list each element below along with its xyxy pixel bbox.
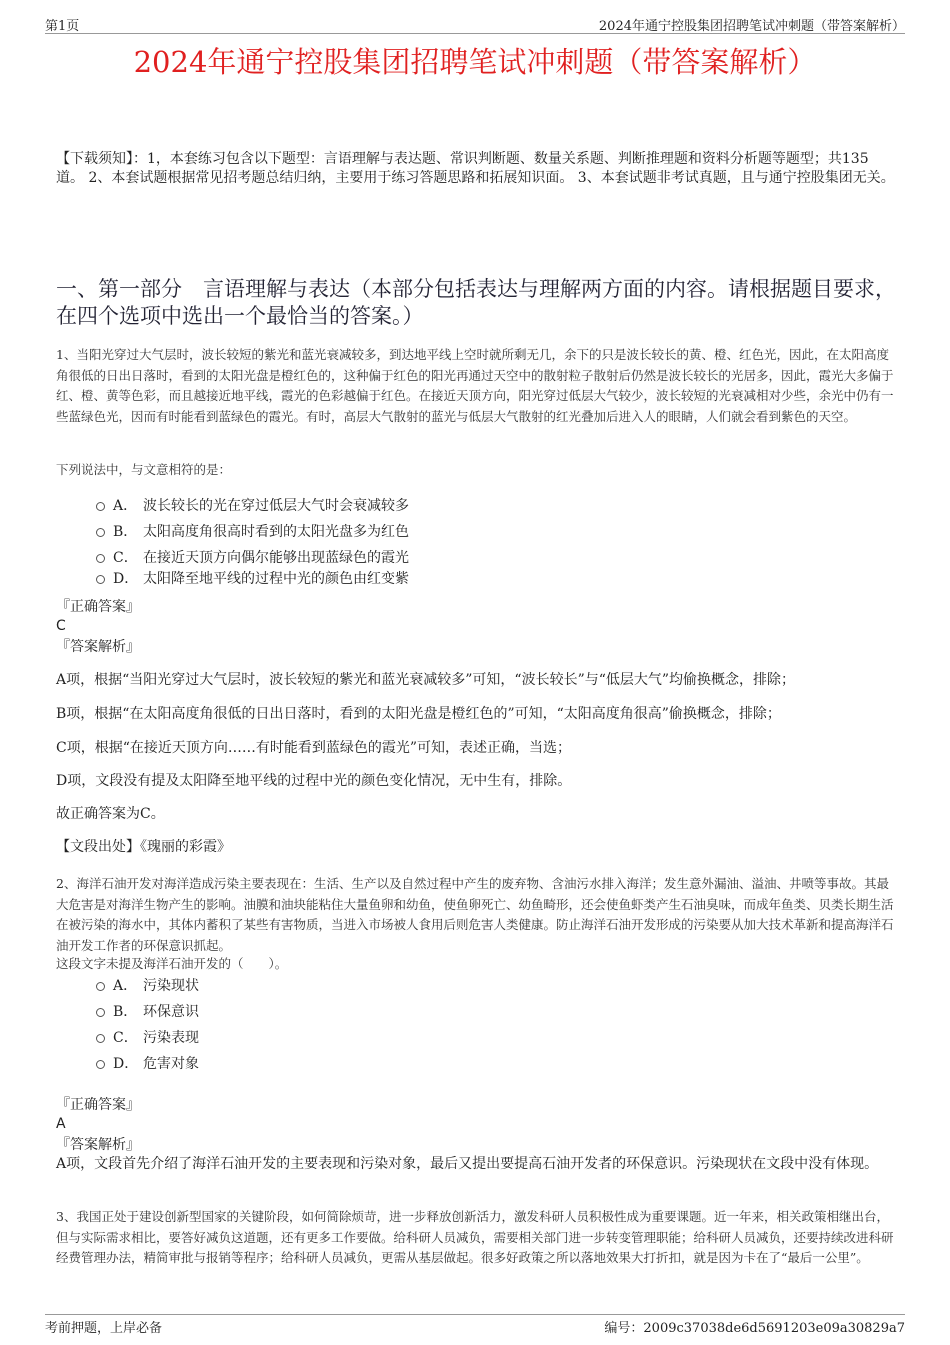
- header-doc-title: 2024年通宁控股集团招聘笔试冲刺题（带答案解析）: [598, 19, 905, 34]
- radio-icon[interactable]: [96, 1008, 105, 1017]
- page-number: 第1页: [45, 19, 80, 34]
- section-heading: 一、第一部分 言语理解与表达（本部分包括表达与理解两方面的内容。请根据题目要求，在四个选项中选出一个最恰当的答案。）: [56, 277, 896, 328]
- question-1-answer-label: 『正确答案』: [56, 599, 140, 615]
- download-notice: 【下载须知】：1，本套练习包含以下题型：言语理解与表达题、常识判断题、数量关系题、判断推理题和资料分析题等题型；共135道。 2、本套试题根据常见招考题总结归纳，主要用于练习答题思路和拓展知识面。 3、本套试题非考试真题，且与通宁控股集团无关。: [56, 151, 895, 186]
- question-1-analysis-a: A项，根据“当阳光穿过大气层时，波长较短的紫光和蓝光衰减较多”可知，“波长较长”与“低层大气”均偷换概念，排除；: [56, 672, 796, 688]
- footer-code: 编号：2009c37038de6d5691203e09a30829a7: [604, 1321, 905, 1336]
- radio-icon[interactable]: [96, 982, 105, 991]
- question-2-answer: A: [56, 1116, 66, 1132]
- footer-slogan: 考前押题，上岸必备: [45, 1321, 163, 1336]
- radio-icon[interactable]: [96, 502, 105, 511]
- question-2-option-a[interactable]: A． 污染现状: [96, 977, 199, 995]
- question-1-analysis-d: D项，文段没有提及太阳降至地平线的过程中光的颜色变化情况，无中生有，排除。: [56, 773, 572, 789]
- question-2-option-c[interactable]: C． 污染表现: [96, 1029, 199, 1047]
- question-1-analysis-label: 『答案解析』: [56, 639, 140, 655]
- question-2-option-d[interactable]: D． 危害对象: [96, 1055, 199, 1073]
- question-2-option-b[interactable]: B． 环保意识: [96, 1003, 199, 1021]
- question-3-stem: 3、我国正处于建设创新型国家的关键阶段，如何简除烦苛，进一步释放创新活力，激发科研人员积极性成为重要课题。近一年来，相关政策相继出台，但与实际需求相比，要答好减负这道题，还有更多工作要做。给科研人员减负，需要相关部门进一步转变管理职能；给科研人员减负，还要持续改进科研经费管理办法，精简审批与报销等程序；给科研人员减负，更需从基层做起。很多好政策之所以落地效果大打折扣，就是因为卡在了“最后一公里”。: [56, 1209, 894, 1265]
- question-1-analysis-b: B项，根据“在太阳高度角很低的日出日落时，看到的太阳光盘是橙红色的”可知，“太阳高度角很高”偷换概念，排除；: [56, 706, 781, 722]
- question-1-option-a[interactable]: A． 波长较长的光在穿过低层大气时会衰减较多: [96, 497, 409, 515]
- question-1-answer: C: [56, 618, 66, 634]
- question-2-analysis-label: 『答案解析』: [56, 1137, 140, 1153]
- page-header: [45, 15, 905, 34]
- question-1-prompt: 下列说法中，与文意相符的是：: [56, 462, 232, 477]
- radio-icon[interactable]: [96, 575, 105, 584]
- radio-icon[interactable]: [96, 528, 105, 537]
- question-1-stem: 1、当阳光穿过大气层时，波长较短的紫光和蓝光衰减较多，到达地平线上空时就所剩无几，余下的只是波长较长的黄、橙、红色光，因此，在太阳高度角很低的日出日落时，看到的太阳光盘是橙红色的，这种偏于红色的阳光再通过天空中的散射粒子散射后仍然是波长较长的光居多，因此，霞光大多偏于红、橙、黄等色彩，而且越接近地平线，霞光的色彩越偏于红色。在接近天顶方向，阳光穿过低层大气较少，波长较短的光衰减相对少些，余光中仍有一些蓝绿色光，因而有时能看到蓝绿色的霞光。有时，高层大气散射的蓝光与低层大气散射的红光叠加后进入人的眼睛，人们就会看到紫色的天空。: [56, 347, 894, 424]
- radio-icon[interactable]: [96, 554, 105, 563]
- question-2-stem: 2、海洋石油开发对海洋造成污染主要表现在：生活、生产以及自然过程中产生的废弃物、含油污水排入海洋；发生意外漏油、溢油、井喷等事故。其最大危害是对海洋生物产生的影响。油膜和油块能粘住大量鱼卵和幼鱼，使鱼卵死亡、幼鱼畸形，还会使鱼虾类产生石油臭味，而成年鱼类、贝类长期生活在被污染的海水中，其体内蓄积了某些有害物质，当进入市场被人食用后则危害人类健康。防止海洋石油开发形成的污染要从加大技术革新和提高海洋石油开发工作者的环保意识抓起。: [56, 876, 894, 953]
- question-1-option-d[interactable]: D． 太阳降至地平线的过程中光的颜色由红变紫: [96, 570, 409, 588]
- page-footer: [45, 1314, 905, 1335]
- question-1-option-c[interactable]: C． 在接近天顶方向偶尔能够出现蓝绿色的霞光: [96, 549, 409, 567]
- question-1-conclusion: 故正确答案为C。: [56, 806, 165, 822]
- question-1-source: 【文段出处】《瑰丽的彩霞》: [56, 839, 231, 855]
- radio-icon[interactable]: [96, 1060, 105, 1069]
- document-title: 2024年通宁控股集团招聘笔试冲刺题（带答案解析）: [133, 45, 817, 79]
- question-2-analysis: A项，文段首先介绍了海洋石油开发的主要表现和污染对象，最后又提出要提高石油开发者的环保意识。污染现状在文段中没有体现。: [56, 1156, 879, 1172]
- question-2-prompt: 这段文字未提及海洋石油开发的（ ）。: [56, 956, 288, 971]
- question-1-option-b[interactable]: B． 太阳高度角很高时看到的太阳光盘多为红色: [96, 523, 409, 541]
- question-2-answer-label: 『正确答案』: [56, 1097, 140, 1113]
- radio-icon[interactable]: [96, 1034, 105, 1043]
- question-1-analysis-c: C项，根据“在接近天顶方向……有时能看到蓝绿色的霞光”可知，表述正确，当选；: [56, 740, 572, 756]
